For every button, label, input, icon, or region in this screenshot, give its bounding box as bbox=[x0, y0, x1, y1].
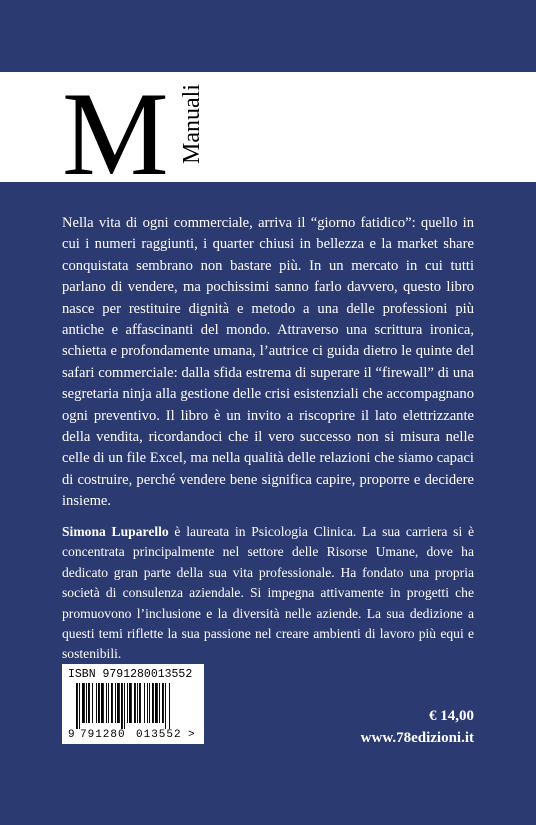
barcode-bar bbox=[117, 683, 120, 723]
barcode-bar bbox=[162, 683, 164, 723]
barcode-bar bbox=[96, 683, 97, 723]
barcode-lead-digit: 9 bbox=[68, 729, 75, 741]
barcode-bar bbox=[76, 683, 78, 729]
barcode-bar bbox=[98, 683, 100, 723]
book-blurb: Nella vita di ogni commerciale, arriva il “giorno fatidico”: quello in cui i numeri raggiunti, i quarter chiusi in bellezza e la market share conquistata sembrano non bastare più. In un mercato in cui tutti parlano di vendere, ma pochissimi sanno farlo davvero, questo libro nasce per restituire dignità e metodo a una delle professioni più antiche e affascinanti del mondo. Attraverso una scrittura ironica, schietta e profondamente umana, l’autrice ci guida dietro le quinte del safari commerciale: dalla sfida estrema di superare il “firewall” di una segretaria ninja alla gestione delle crisi esistenziali che accompagnano ogni preventivo. Il libro è un invito a riscoprire il lato elettrizzante della vendita, ricordandoci che il vero successo non si misura nelle celle di un file Excel, ma nella qualità delle relazioni che siamo capaci di costruire, perché vendere bene significa capire, proporre e decidere insieme. bbox=[62, 215, 474, 510]
barcode-bar bbox=[115, 683, 116, 723]
barcode-bar bbox=[152, 683, 154, 723]
barcode-bar bbox=[155, 683, 158, 723]
barcode-bar bbox=[79, 683, 80, 729]
isbn-barcode bbox=[62, 664, 204, 744]
barcode-bar bbox=[92, 683, 93, 723]
author-bio-text: è laureata in Psicologia Clinica. La sua carriera si è concentrata principalmente nel settore delle Risorse Umane, dove ha dedicato gran parte della sua vita professionale. Ha fondato una propria società di consulenza aziendale. Si impegna attivamente in progetti che promuovono l’inclusione e la diversità nelle aziende. La sua dedizione a questi temi riflette la sua passione nel creare ambienti di lavoro più equi e sostenibili. bbox=[62, 524, 474, 662]
logo-letter: M bbox=[62, 67, 167, 200]
barcode-bar bbox=[149, 683, 150, 723]
barcode-bar bbox=[108, 683, 109, 723]
barcode-digits bbox=[68, 729, 198, 741]
barcode-trail: > bbox=[188, 729, 195, 741]
barcode-group-2: 013552 bbox=[136, 729, 182, 741]
price: € 14,00 bbox=[429, 708, 474, 724]
barcode-bar bbox=[127, 683, 128, 723]
barcode-bar bbox=[121, 683, 123, 729]
barcode-bar bbox=[129, 683, 132, 723]
barcode-bar bbox=[111, 683, 113, 723]
barcode-bars bbox=[68, 683, 198, 729]
barcode-bar bbox=[82, 683, 85, 723]
barcode-bar bbox=[144, 683, 145, 723]
barcode-bar bbox=[86, 683, 87, 723]
barcode-bar bbox=[134, 683, 136, 723]
barcode-bar bbox=[139, 683, 141, 723]
barcode-bar bbox=[88, 683, 90, 723]
barcode-bar bbox=[159, 683, 160, 723]
barcode-bar bbox=[137, 683, 138, 723]
logo-band bbox=[0, 67, 536, 200]
barcode-bar bbox=[101, 683, 104, 723]
barcode-bar bbox=[106, 683, 107, 723]
isbn-label: ISBN 9791280013552 bbox=[68, 668, 193, 681]
author-bio bbox=[62, 522, 474, 665]
barcode-bar bbox=[165, 683, 166, 729]
author-name: Simona Luparello bbox=[62, 524, 169, 539]
barcode-bar bbox=[147, 683, 148, 723]
barcode-bar bbox=[124, 683, 125, 729]
publisher-website: www.78edizioni.it bbox=[360, 730, 474, 746]
barcode-group-1: 791280 bbox=[80, 729, 126, 741]
logo-word: Manuali bbox=[179, 84, 205, 164]
barcode-bar bbox=[169, 683, 170, 729]
